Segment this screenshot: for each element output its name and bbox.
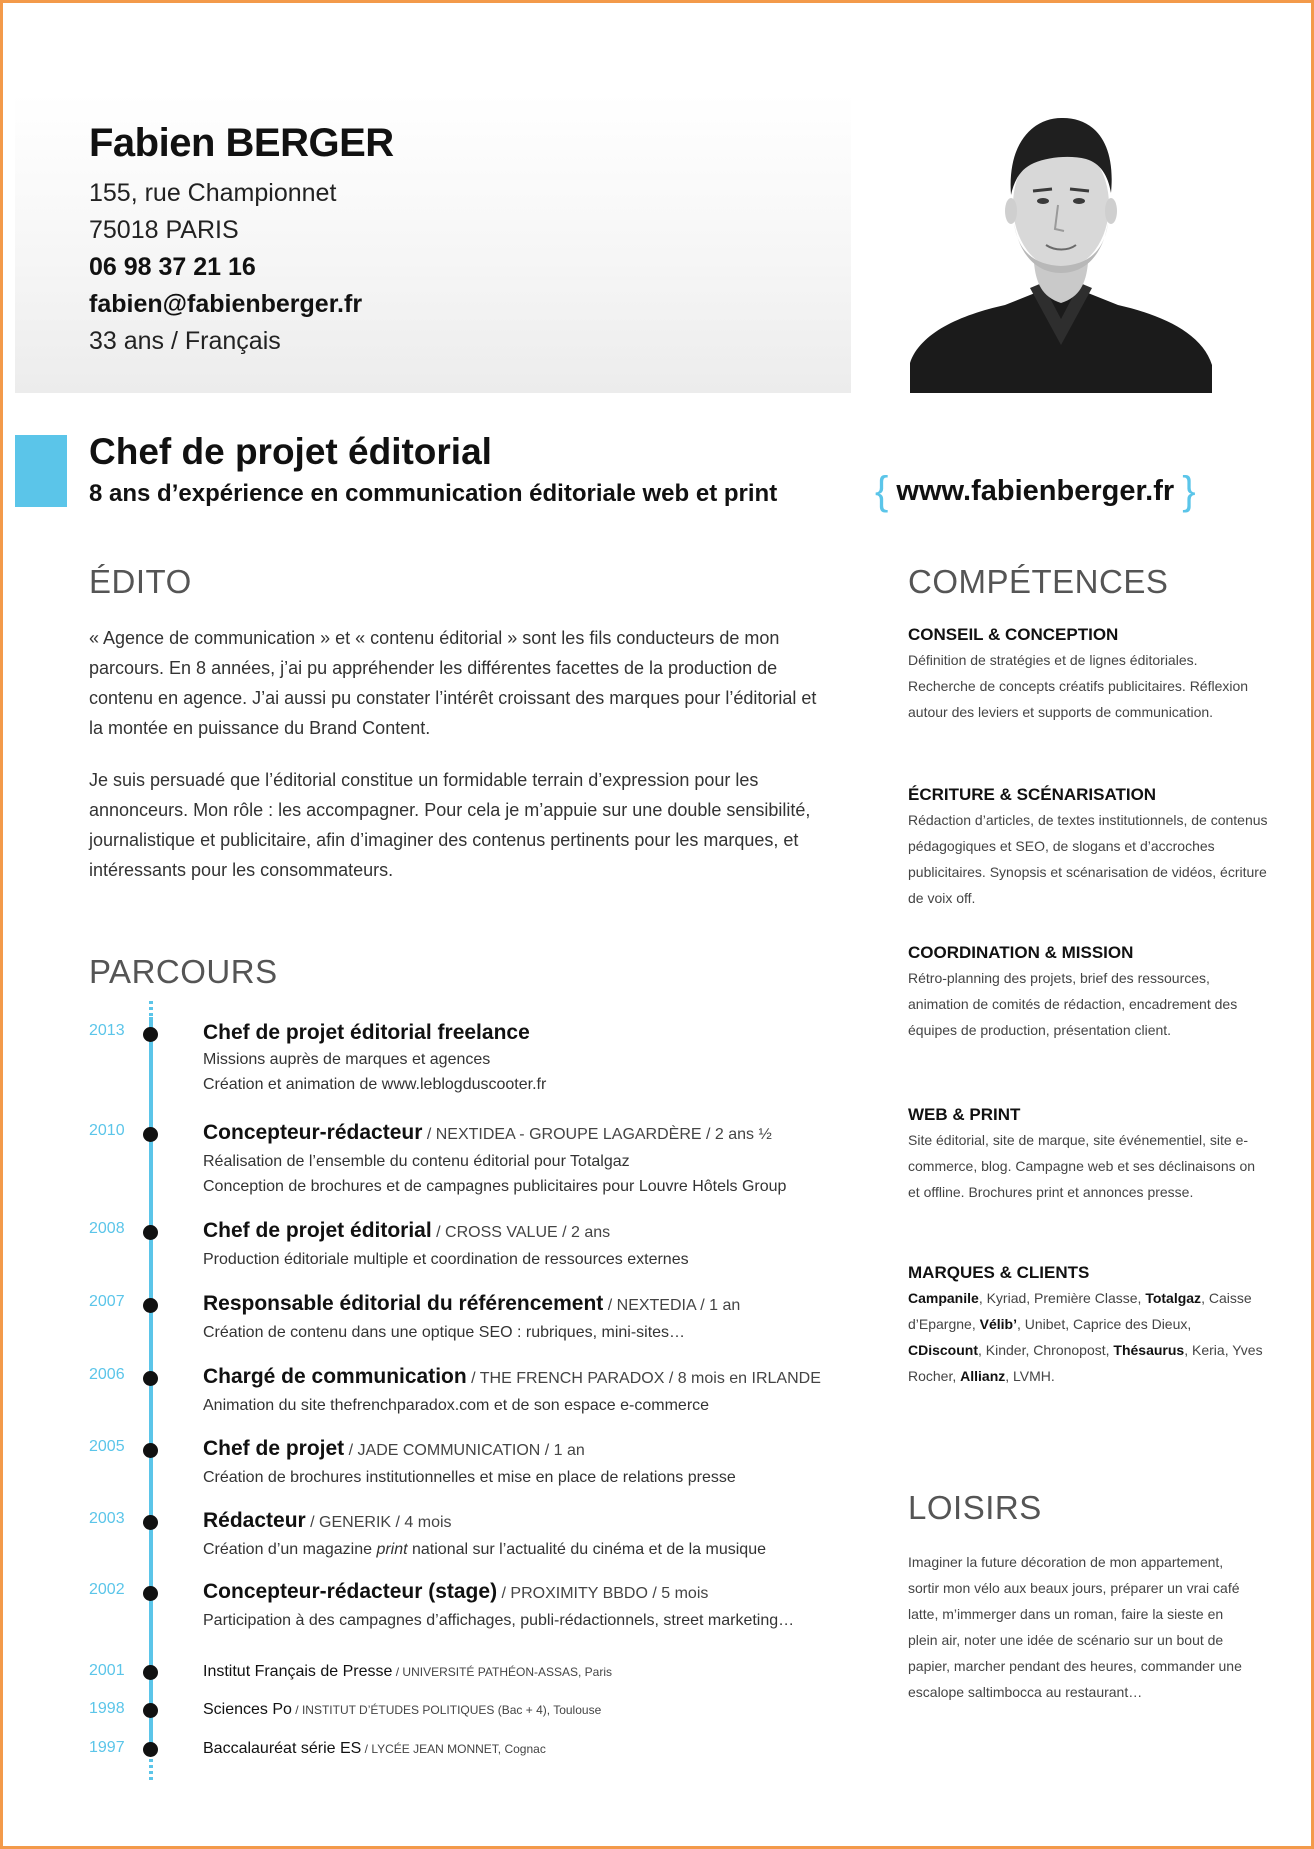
job-entry-desc: Réalisation de l’ensemble du contenu éditorial pour Totalgaz [203,1153,630,1170]
job-entry-title: Chef de projet [203,1437,345,1460]
job-entry-desc: Production éditoriale multiple et coordination de ressources externes [203,1251,689,1268]
client-sep: , Unibet, Caprice des Dieux, [1016,1316,1192,1332]
timeline-dot [143,1665,158,1680]
education-school: / UNIVERSITÉ PATHÉON-ASSAS, Paris [392,1665,613,1679]
timeline-year: 2013 [89,1022,125,1039]
edito-text [89,623,829,907]
job-entry-company: / GENERIK / 4 mois [305,1514,452,1531]
job-title: Chef de projet éditorial [89,431,492,472]
client-name: Campanile [908,1290,979,1306]
competence-block [908,783,1268,911]
client-sep: , Kinder, Chronopost, [978,1342,1114,1358]
timeline-year: 2005 [89,1438,125,1455]
job-entry-desc [203,1537,843,1562]
client-name: CDiscount [908,1342,978,1358]
edito-paragraph-1: « Agence de communication » et « contenu éditorial » sont les fils conducteurs de mon parcours. En 8 années, j’ai pu appréhender les différentes facettes de la production de contenu en agence. J’ai aussi pu constater l’intérêt croissant des marques pour l’éditorial et la montée en puissance du Brand Content. [89,628,817,738]
job-entry-company: / THE FRENCH PARADOX / 8 mois en IRLANDE [466,1370,821,1387]
timeline-dot [143,1298,158,1313]
client-sep: , Caisse d’Epargne, [908,1290,1252,1332]
competence-block [908,623,1268,725]
job-entry-desc: Missions auprès de marques et agences [203,1051,491,1068]
education-school: / LYCÉE JEAN MONNET, Cognac [361,1742,546,1756]
age-nationality: 33 ans / Français [89,327,281,355]
timeline-year: 2008 [89,1220,125,1237]
timeline-dot [143,1742,158,1757]
timeline-year: 2006 [89,1366,125,1383]
client-name: Vélib’ [979,1316,1017,1332]
education-title: Institut Français de Presse [203,1663,393,1680]
job-entry-desc: Conception de brochures et de campagnes publicitaires pour Louvre Hôtels Group [203,1178,787,1195]
clients-title: MARQUES & CLIENTS [908,1263,1090,1282]
job-entry-title: Chef de projet éditorial [203,1219,432,1242]
job-entry-desc: Animation du site thefrenchparadox.com et de son espace e-commerce [203,1397,710,1414]
job-entry-company: / PROXIMITY BBDO / 5 mois [497,1585,709,1602]
timeline-year: 1998 [89,1700,125,1717]
timeline-year: 2010 [89,1122,125,1139]
job-entry-company: / NEXTEDIA / 1 an [603,1297,741,1314]
timeline-dot [143,1703,158,1718]
timeline-dot [143,1127,158,1142]
client-sep: , Kyriad, Première Classe, [978,1290,1146,1306]
timeline-dashes-top [149,1001,153,1017]
phone-number: 06 98 37 21 16 [89,253,256,281]
timeline-dot [143,1443,158,1458]
job-entry-title: Rédacteur [203,1509,306,1532]
timeline-dot [143,1586,158,1601]
job-entry-desc: Création de contenu dans une optique SEO : rubriques, mini-sites… [203,1324,686,1341]
address-line-2: 75018 PARIS [89,216,239,244]
competence-text: Rétro-planning des projets, brief des ressources, animation de comités de rédaction, encadrement des équipes de production, présentation client. [908,970,1238,1038]
parcours-heading: PARCOURS [89,953,278,990]
competence-title: ÉCRITURE & SCÉNARISATION [908,785,1157,804]
timeline-dot [143,1371,158,1386]
job-entry-title: Chargé de communication [203,1365,467,1388]
job-entry-company: / CROSS VALUE / 2 ans [431,1224,611,1241]
job-entry-desc: Participation à des campagnes d’affichages, publi-rédactionnels, street marketing… [203,1612,795,1629]
job-entry-title: Concepteur-rédacteur [203,1121,423,1144]
job-entry-desc-emphasis: print [376,1541,408,1558]
competence-block [908,941,1268,1043]
client-name: Totalgaz [1145,1290,1202,1306]
timeline-year: 2003 [89,1510,125,1527]
timeline-dot [143,1027,158,1042]
competence-text: Site éditorial, site de marque, site événementiel, site e-commerce, blog. Campagne web et ses déclinaisons on et offline. Brochures print et annonces presse. [908,1132,1256,1200]
brace-close: } [1182,469,1196,513]
competence-text: Définition de stratégies et de lignes éditoriales. Recherche de concepts créatifs publicitaires. Réflexion autour des leviers et supports de communication. [908,652,1249,720]
timeline-year: 1997 [89,1739,125,1756]
education-school: / INSTITUT D’ÉTUDES POLITIQUES (Bac + 4), Toulouse [291,1703,602,1717]
clients-list [908,1285,1268,1389]
loisirs-heading: LOISIRS [908,1489,1042,1526]
competence-text: Rédaction d’articles, de textes institutionnels, de contenus pédagogiques et SEO, de slogans et d’accroches publicitaires. Synopsis et scénarisation de vidéos, écriture de voix off. [908,812,1268,906]
contact-block [89,175,362,360]
job-entry-desc-part: Création d’un magazine [203,1541,377,1558]
timeline-year: 2001 [89,1662,125,1679]
website [875,469,1196,514]
competence-block [908,1103,1268,1205]
edito-heading: ÉDITO [89,563,192,600]
title-accent-bar [15,435,67,507]
timeline-year: 2007 [89,1293,125,1310]
job-entry-desc: Création de brochures institutionnelles et mise en place de relations presse [203,1469,736,1486]
job-entry-company: / JADE COMMUNICATION / 1 an [344,1442,585,1459]
client-name: Allianz [960,1368,1006,1384]
education-title: Sciences Po [203,1701,292,1718]
profile-photo [910,83,1212,393]
job-subtitle: 8 ans d’expérience en communication éditoriale web et print [89,480,778,507]
client-sep: , Keria, Yves Rocher, [908,1342,1263,1384]
brace-open: { [875,469,889,513]
website-link[interactable]: www.fabienberger.fr [896,475,1175,507]
job-entry-company: / NEXTIDEA - GROUPE LAGARDÈRE / 2 ans ½ [422,1126,772,1143]
education-title: Baccalauréat série ES [203,1740,362,1757]
client-name: Thésaurus [1113,1342,1185,1358]
clients-block [908,1261,1268,1389]
timeline-dot [143,1515,158,1530]
edito-paragraph-2: Je suis persuadé que l’éditorial constitue un formidable terrain d’expression pour les annonceurs. Mon rôle : les accompagner. Pour cela je m’appuie sur une double sensibilité, journalistique et publicitaire, afin d’imaginer des contenus pertinents pour les marques, et intéressants pour les consommateurs. [89,770,811,880]
job-entry-desc-part: national sur l’actualité du cinéma et de la musique [407,1541,766,1558]
timeline-year: 2002 [89,1581,125,1598]
candidate-name: Fabien BERGER [89,121,394,165]
client-sep: , LVMH. [1005,1368,1055,1384]
job-entry-desc: Création et animation de www.leblogduscooter.fr [203,1076,547,1093]
job-entry-title: Responsable éditorial du référencement [203,1292,604,1315]
competence-title: COORDINATION & MISSION [908,943,1134,962]
email-address: fabien@fabienberger.fr [89,290,363,318]
timeline-dot [143,1225,158,1240]
competence-title: WEB & PRINT [908,1105,1021,1124]
competences-heading: COMPÉTENCES [908,563,1169,600]
job-entry-title: Concepteur-rédacteur (stage) [203,1580,498,1603]
competence-title: CONSEIL & CONCEPTION [908,625,1119,644]
address-line-1: 155, rue Championnet [89,179,337,207]
job-entry-title: Chef de projet éditorial freelance [203,1021,530,1044]
loisirs-text: Imaginer la future décoration de mon appartement, sortir mon vélo aux beaux jours, préparer un vrai café latte, m’immerger dans un roman, faire la sieste en plein air, noter une idée de scénario sur un bout de papier, marcher pendant des heures, commander une escalope saltimbocca au restaurant… [908,1554,1242,1700]
